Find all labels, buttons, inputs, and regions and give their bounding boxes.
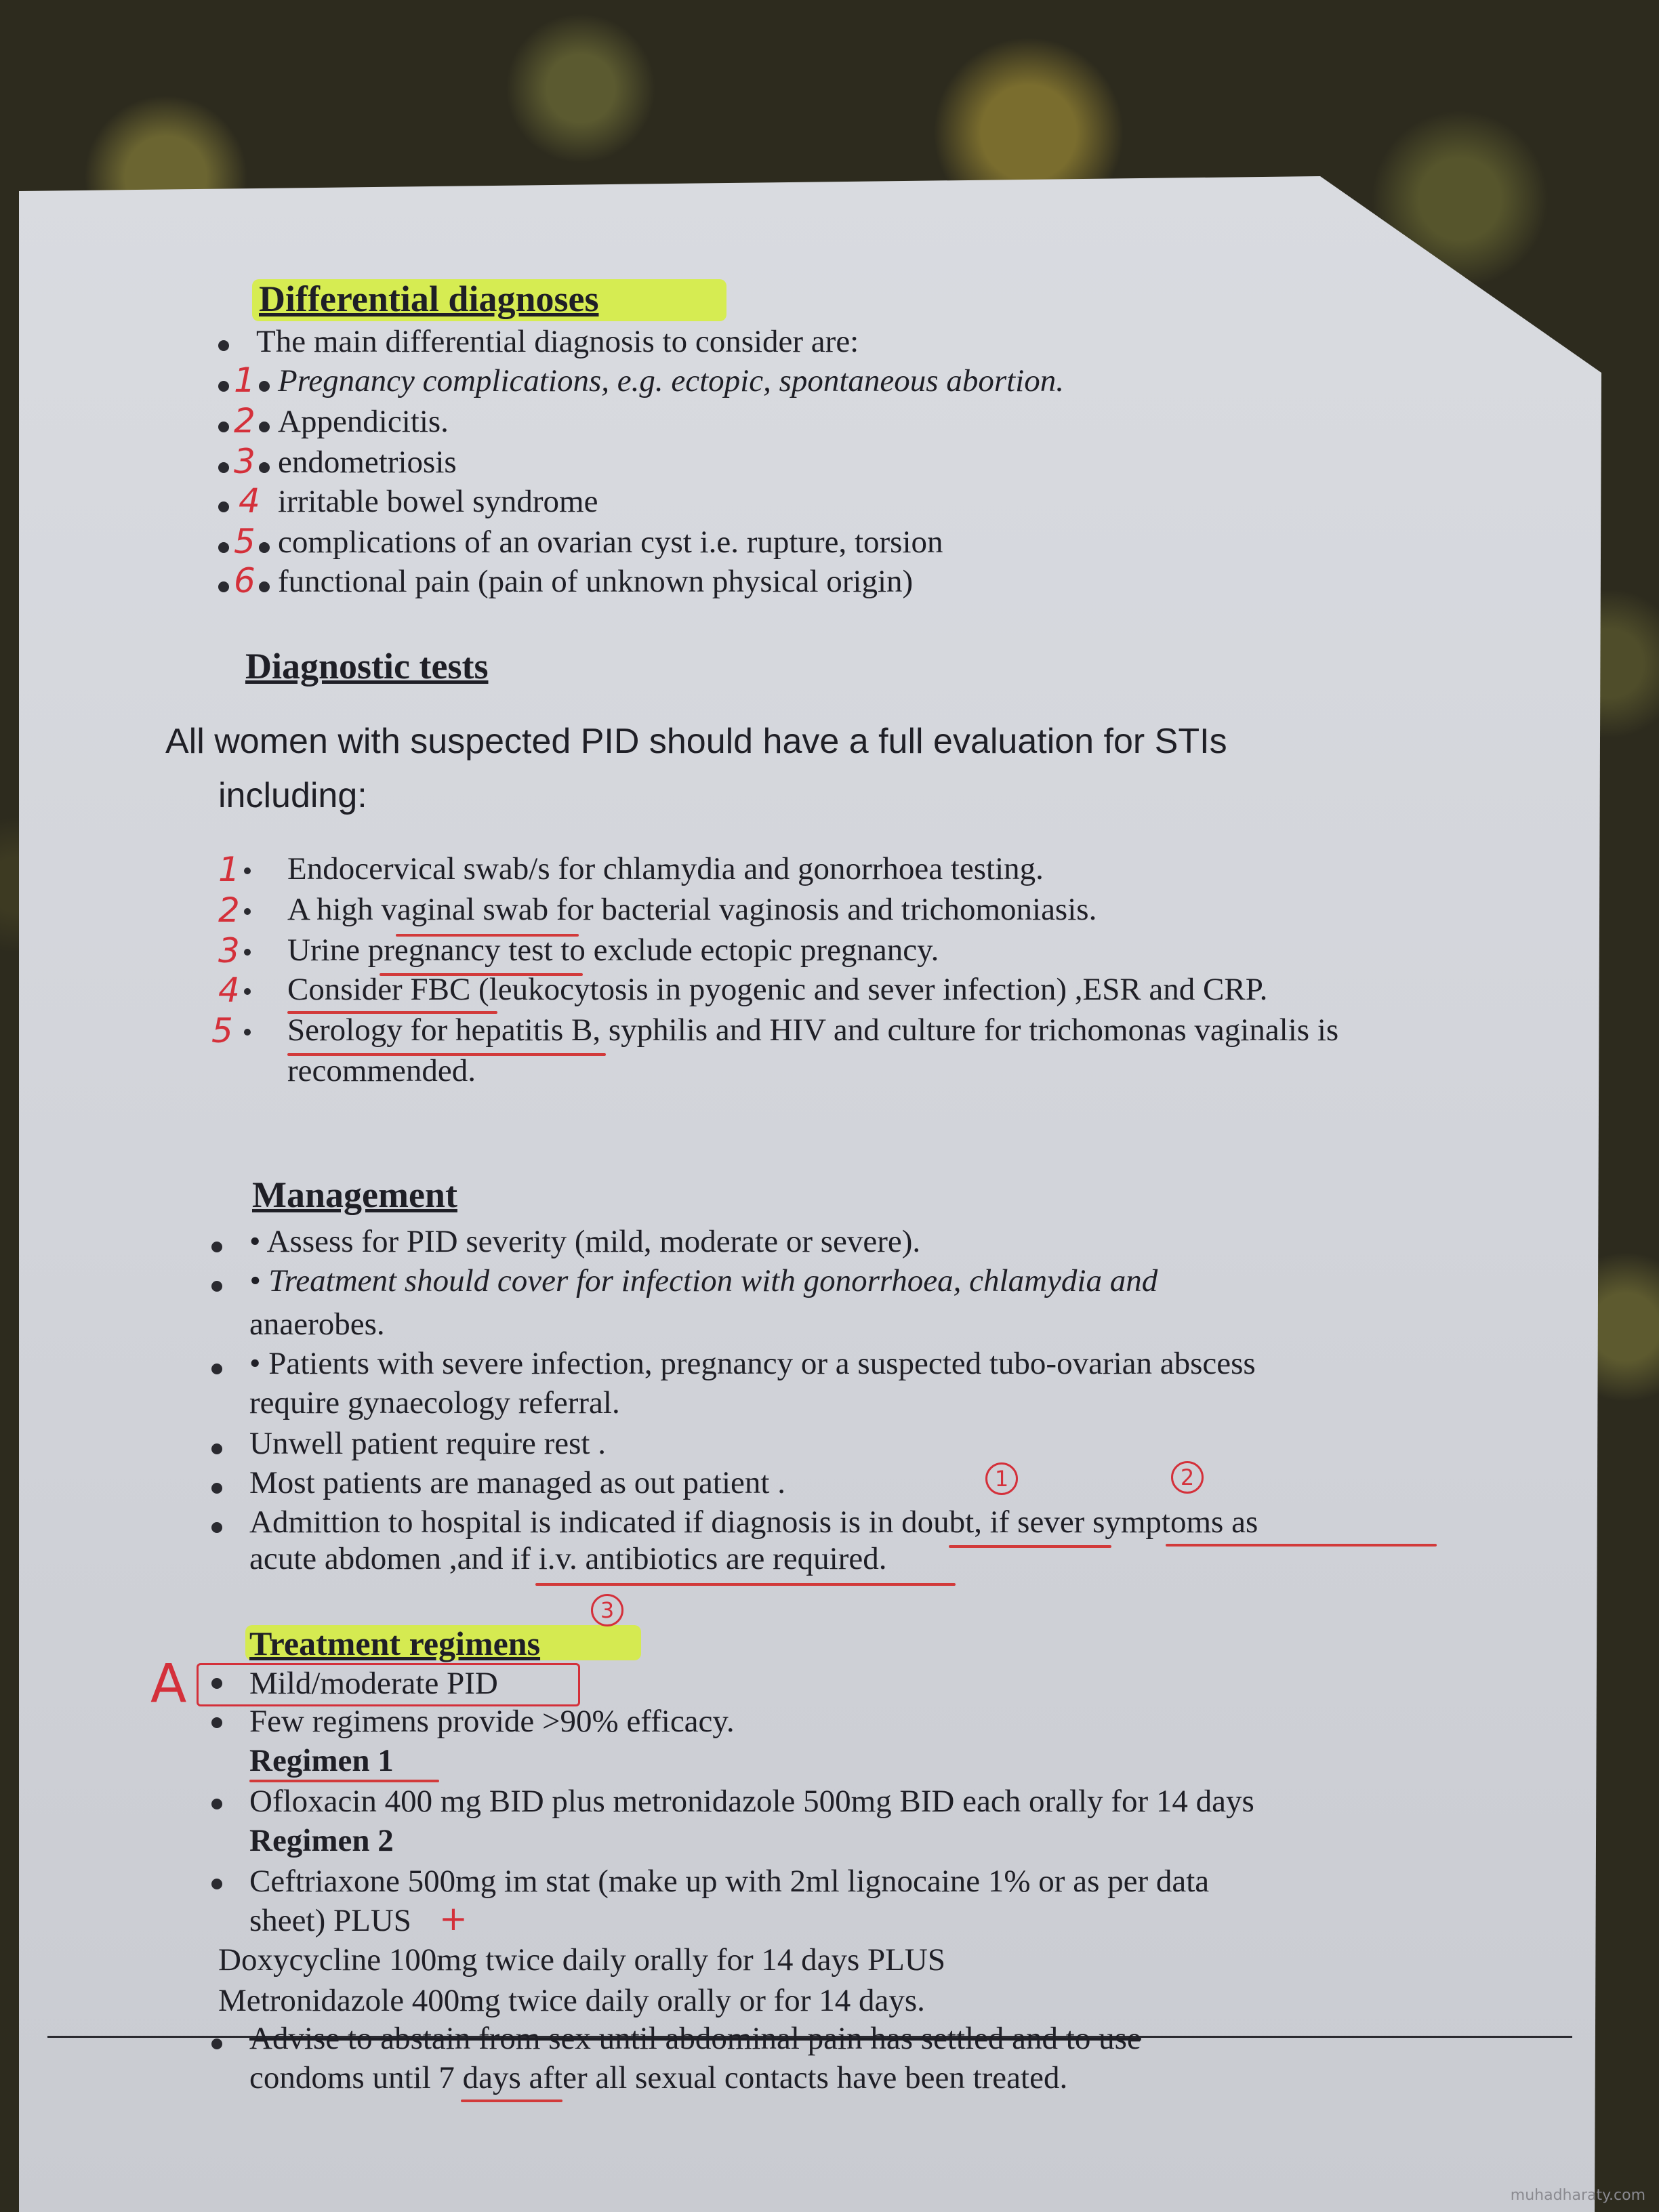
list-item: • Patients with severe infection, pregnancy or a suspected tubo-ovarian abscess (249, 1346, 1256, 1381)
bullet (218, 422, 229, 432)
list-item-cont: acute abdomen ,and if i.v. antibiotics are required. (249, 1541, 887, 1576)
bullet (211, 1799, 222, 1809)
bullet (211, 2039, 222, 2049)
diagnostic-intro: All women with suspected PID should have a full evaluation for STIs (165, 722, 1227, 761)
bullet (211, 1879, 222, 1889)
bullet (218, 381, 229, 392)
regimen-2-label: Regimen 2 (249, 1823, 394, 1858)
bullet (211, 1522, 222, 1533)
list-item: Admittion to hospital is indicated if diagnosis is in doubt, if sever symptoms as (249, 1504, 1258, 1540)
regimen-1-text: Ofloxacin 400 mg BID plus metronidazole 500mg BID each orally for 14 days (249, 1784, 1254, 1819)
list-item-cont: recommended. (287, 1053, 476, 1088)
bullet (259, 462, 270, 473)
bullet (244, 949, 251, 956)
handwritten-number: 4 (239, 481, 260, 520)
pen-underline (535, 1583, 956, 1586)
pen-circle-number: 2 (1171, 1461, 1204, 1494)
bullet (259, 381, 270, 392)
list-item: • Treatment should cover for infection with gonorrhoea, chlamydia and (249, 1263, 1158, 1298)
bullet (244, 908, 251, 915)
regimen-2-text: Ceftriaxone 500mg im stat (make up with 2ml lignocaine 1% or as per data (249, 1864, 1210, 1899)
pen-underline (949, 1545, 1111, 1548)
handwritten-number: 6 (234, 561, 255, 600)
handwritten-number: 3 (218, 931, 240, 970)
bullet (218, 340, 229, 351)
differential-intro: The main differential diagnosis to consider are: (256, 324, 859, 359)
efficacy-note: Few regimens provide >90% efficacy. (249, 1704, 735, 1739)
handwritten-number: 1 (218, 850, 240, 889)
bullet (218, 542, 229, 553)
bullet (211, 1242, 222, 1252)
bullet (218, 581, 229, 592)
bullet (211, 1443, 222, 1454)
bullet (244, 867, 251, 874)
handwritten-letter: A (150, 1654, 187, 1715)
list-item: endometriosis (278, 445, 457, 480)
handwritten-number: 4 (218, 970, 240, 1010)
handwritten-number: 2 (234, 401, 255, 441)
list-item-cont: require gynaecology referral. (249, 1385, 620, 1420)
bullet (259, 581, 270, 592)
watermark: muhadharaty.com (1510, 2187, 1645, 2204)
doxycycline-line: Doxycycline 100mg twice daily orally for 14 days PLUS (218, 1942, 945, 1978)
differential-heading: Differential diagnoses (259, 279, 599, 319)
list-item: Most patients are managed as out patient . (249, 1465, 785, 1500)
handwritten-number: 5 (211, 1011, 233, 1050)
list-item: Urine pregnancy test to exclude ectopic pregnancy. (287, 933, 939, 968)
regimen-1-label: Regimen 1 (249, 1743, 394, 1778)
list-item-cont: anaerobes. (249, 1307, 385, 1342)
pen-underline (1166, 1544, 1437, 1547)
diagnostic-heading: Diagnostic tests (245, 646, 489, 687)
list-item: • Assess for PID severity (mild, moderate or severe). (249, 1224, 921, 1259)
bullet (211, 1483, 222, 1494)
metronidazole-line: Metronidazole 400mg twice daily orally or for 14 days. (218, 1983, 925, 2018)
list-item: Serology for hepatitis B, syphilis and HIV and culture for trichomonas vaginalis is (287, 1012, 1339, 1048)
list-item: Unwell patient require rest . (249, 1426, 606, 1461)
regimen-2-text-cont: sheet) PLUS (249, 1903, 411, 1938)
list-item: Endocervical swab/s for chlamydia and gonorrhoea testing. (287, 851, 1044, 886)
bullet (211, 1678, 222, 1689)
advice-line: Advise to abstain from sex until abdominal pain has settled and to use (249, 2021, 1141, 2056)
pen-circle-number: 1 (985, 1462, 1018, 1495)
list-item: Consider FBC (leukocytosis in pyogenic and sever infection) ,ESR and CRP. (287, 972, 1268, 1007)
mild-moderate-label: Mild/moderate PID (249, 1666, 498, 1701)
bullet (211, 1281, 222, 1292)
bullet (211, 1364, 222, 1374)
list-item: irritable bowel syndrome (278, 484, 598, 519)
treatment-heading: Treatment regimens (249, 1624, 541, 1662)
bullet (244, 988, 251, 995)
bullet (218, 501, 229, 512)
bullet (259, 422, 270, 432)
handwritten-number: 5 (234, 522, 255, 561)
diagnostic-intro-cont: including: (218, 776, 367, 815)
list-item: Pregnancy complications, e.g. ectopic, spontaneous abortion. (278, 363, 1064, 398)
advice-line-cont: condoms until 7 days after all sexual contacts have been treated. (249, 2060, 1068, 2095)
pen-plus-mark: + (439, 1899, 468, 1938)
pen-underline (461, 2100, 562, 2102)
handwritten-number: 1 (234, 361, 255, 400)
list-item: Appendicitis. (278, 404, 449, 439)
bullet (244, 1029, 251, 1036)
bullet (259, 542, 270, 553)
list-item: functional pain (pain of unknown physical origin) (278, 564, 914, 599)
handwritten-number: 3 (234, 442, 255, 481)
bullet (218, 462, 229, 473)
bullet (211, 1717, 222, 1728)
list-item: complications of an ovarian cyst i.e. rupture, torsion (278, 525, 943, 560)
list-item: A high vaginal swab for bacterial vaginosis and trichomoniasis. (287, 892, 1097, 927)
handwritten-number: 2 (218, 890, 240, 930)
management-heading: Management (252, 1174, 457, 1215)
pen-circle-number: 3 (591, 1594, 623, 1626)
